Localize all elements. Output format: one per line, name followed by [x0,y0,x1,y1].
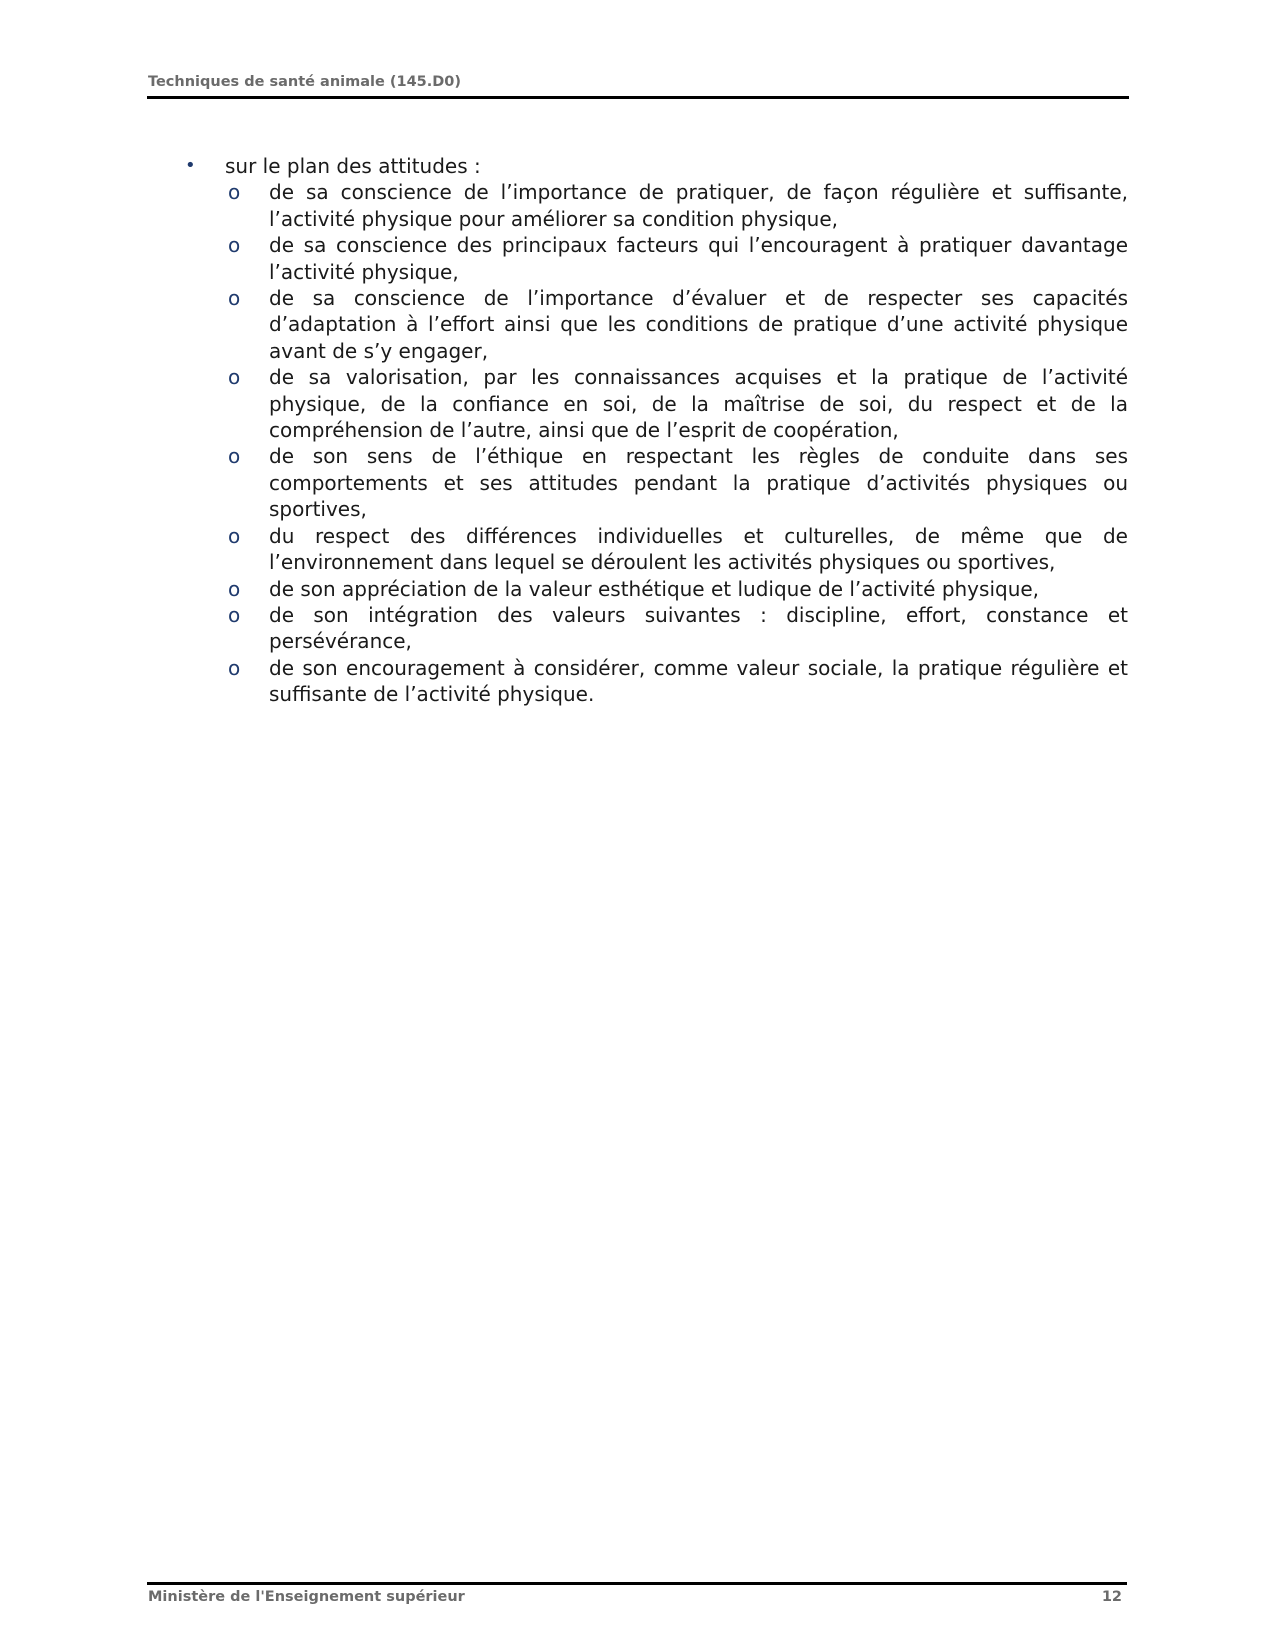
list-item-text: de sa valorisation, par les connaissances acquises et la pratique de l’activité physique, de la confiance en soi, de la maîtrise de soi, du respect et de la compréhension de l’autre, ainsi que de l’esprit de coopération, [269,365,1128,443]
running-header: Techniques de santé animale (145.D0) [148,74,462,90]
list-item [228,232,1128,285]
list-item-text: de sa conscience de l’importance d’évaluer et de respecter ses capacités d’adaptation à l’effort ainsi que les conditions de pratique d’une activité physique avant de s’y engager, [269,286,1128,363]
sub-marker: o [228,233,241,258]
list-item-text: de sa conscience des principaux facteurs qui l’encouragent à pratiquer davantage l’activité physique, [269,233,1128,284]
footer-rule [147,1582,1127,1585]
list-item [228,443,1128,522]
list-item [228,179,1128,232]
sub-marker: o [228,286,241,311]
list-item [228,285,1128,364]
list-item [228,576,1128,602]
sub-marker: o [228,576,241,601]
footer-ministry: Ministère de l'Enseignement supérieur [148,1589,465,1605]
attitudes-sublist [185,179,1128,707]
sub-marker: o [228,180,241,205]
attitudes-section [185,153,1128,708]
sub-marker: o [228,365,241,390]
bullet-text: sur le plan des attitudes : [225,154,481,178]
list-item-text: de son intégration des valeurs suivantes : discipline, effort, constance et persévérance, [269,602,1128,654]
sub-marker: o [228,655,241,680]
header-rule [147,96,1129,99]
list-item-text: de son appréciation de la valeur esthétique et ludique de l’activité physique, [269,576,1040,601]
list-item-text: de sa conscience de l’importance de pratiquer, de façon régulière et suffisante, l’activité physique pour améliorer sa condition physique, [269,180,1128,231]
page-number: 12 [1101,1589,1122,1605]
sub-marker: o [228,523,241,548]
bullet-item [185,153,1128,179]
sub-marker: o [228,444,241,469]
list-item-text: de son sens de l’éthique en respectant les règles de conduite dans ses comportements et ses attitudes pendant la pratique d’activités physiques ou sportives, [269,444,1128,522]
sub-marker: o [228,602,241,627]
list-item-text: de son encouragement à considérer, comme valeur sociale, la pratique régulière et suffisante de l’activité physique. [269,655,1128,707]
bullet-marker: • [185,155,196,176]
list-item [228,655,1128,708]
list-item [228,602,1128,655]
list-item [228,523,1128,576]
list-item-text: du respect des différences individuelles et culturelles, de même que de l’environnement dans lequel se déroulent les activités physiques ou sportives, [269,523,1128,575]
list-item [228,364,1128,443]
